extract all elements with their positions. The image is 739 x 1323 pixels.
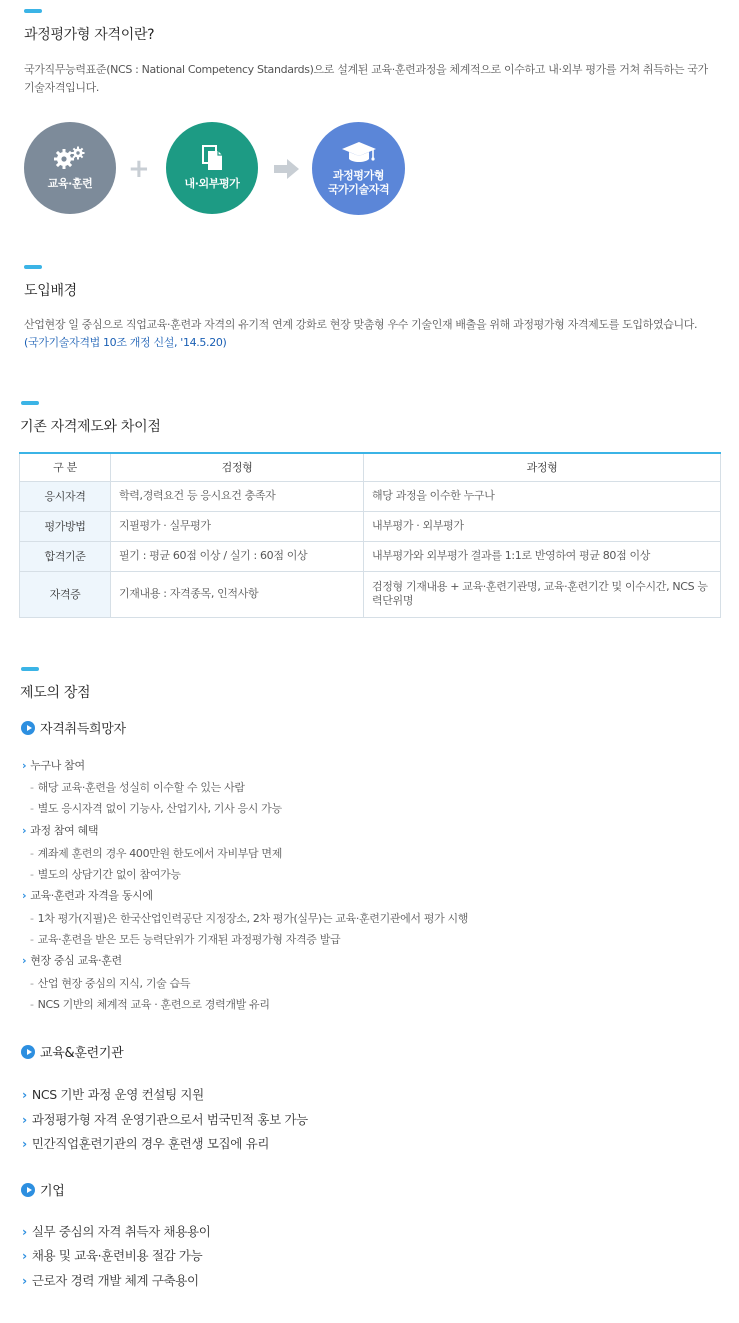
dash-icon: - xyxy=(30,998,34,1011)
section-accent-bar xyxy=(21,401,39,405)
list-item xyxy=(22,1110,308,1128)
list-subitem-label: 산업 현장 중심의 지식, 기술 습득 xyxy=(37,977,191,990)
section-accent-bar xyxy=(21,667,39,671)
table-header-course-type: 과정형 xyxy=(364,453,721,481)
dash-icon: - xyxy=(30,868,34,881)
comparison-table xyxy=(19,452,721,618)
list-item-label: 민간직업훈련기관의 경우 훈련생 모집에 유리 xyxy=(31,1136,270,1151)
gears-icon xyxy=(53,145,87,171)
list-item xyxy=(22,1271,199,1289)
chevron-right-icon: › xyxy=(22,1273,27,1288)
chevron-right-icon: › xyxy=(22,824,27,837)
table-row xyxy=(20,481,721,511)
background-law-note: (국가기술자격법 10조 개정 신설, '14.5.20) xyxy=(24,336,227,349)
table-row xyxy=(20,571,721,617)
list-subitem-label: 해당 교육·훈련을 성실히 이수할 수 있는 사람 xyxy=(37,781,245,794)
list-subitem-label: 1차 평가(지필)은 한국산업인력공단 지정장소, 2차 평가(실무)는 교육·훈련기관에서 평가 시행 xyxy=(37,912,469,925)
chevron-right-icon: › xyxy=(22,1136,27,1151)
step-certification-circle xyxy=(312,122,405,215)
chevron-right-icon: › xyxy=(22,1087,27,1102)
table-cell: 검정형 기재내용 + 교육·훈련기관명, 교육·훈련기간 및 이수시간, NCS 능력단위명 xyxy=(364,571,721,617)
list-subitem-label: 계좌제 훈련의 경우 400만원 한도에서 자비부담 면제 xyxy=(37,847,282,860)
list-item-label: 과정평가형 자격 운영기관으로서 범국민적 홍보 가능 xyxy=(31,1112,308,1127)
dash-icon: - xyxy=(30,912,34,925)
section-title-advantages: 제도의 장점 xyxy=(20,685,91,701)
list-subitem-label: NCS 기반의 체계적 교육 · 훈련으로 경력개발 유리 xyxy=(37,998,270,1011)
dash-icon: - xyxy=(30,847,34,860)
table-cell: 기재내용 : 자격종목, 인적사항 xyxy=(111,571,364,617)
step-evaluation-circle xyxy=(166,122,258,214)
list-item xyxy=(22,1134,269,1152)
section-title-background: 도입배경 xyxy=(24,283,77,299)
dash-icon: - xyxy=(30,802,34,815)
list-item xyxy=(22,1085,204,1103)
chevron-right-icon: › xyxy=(22,1112,27,1127)
section-title-intro: 과정평가형 자격이란? xyxy=(24,27,155,43)
section-title-differences: 기존 자격제도와 차이점 xyxy=(20,419,161,435)
table-cell: 내부평가 · 외부평가 xyxy=(364,511,721,541)
step-certification-label-1: 과정평가형 xyxy=(332,168,385,182)
list-item xyxy=(22,1246,202,1264)
subheading-training-institutions xyxy=(21,1042,123,1061)
play-circle-icon xyxy=(21,1183,35,1197)
subheading-companies xyxy=(21,1180,65,1199)
list-item xyxy=(22,952,122,968)
list-subitem-label: 별도의 상담기간 없이 참여가능 xyxy=(37,868,181,881)
list-subitem xyxy=(30,800,282,816)
list-subitem xyxy=(30,931,340,947)
list-subitem xyxy=(30,910,468,926)
subheading-label: 교육&훈련기관 xyxy=(40,1046,124,1061)
documents-icon xyxy=(201,145,223,171)
list-item-label: 실무 중심의 자격 취득자 채용용이 xyxy=(31,1224,211,1239)
list-item-label: 과정 참여 혜택 xyxy=(30,824,99,837)
subheading-applicants xyxy=(21,718,126,737)
list-subitem xyxy=(30,996,270,1012)
step-certification-label-2: 국가기술자격 xyxy=(327,182,390,196)
step-evaluation-label: 내·외부평가 xyxy=(184,177,240,190)
list-item-label: 교육·훈련과 자격을 동시에 xyxy=(30,889,153,902)
plus-sign: + xyxy=(128,154,150,184)
step-education-circle xyxy=(24,122,116,214)
list-subitem xyxy=(30,975,190,991)
play-circle-icon xyxy=(21,1045,35,1059)
table-row xyxy=(20,511,721,541)
section-accent-bar xyxy=(24,9,42,13)
table-cell: 해당 과정을 이수한 누구나 xyxy=(364,481,721,511)
list-item-label: 채용 및 교육·훈련비용 절감 가능 xyxy=(31,1248,203,1263)
chevron-right-icon: › xyxy=(22,889,27,902)
row-label: 평가방법 xyxy=(20,511,111,541)
play-circle-icon xyxy=(21,721,35,735)
row-label: 응시자격 xyxy=(20,481,111,511)
table-header-category: 구 분 xyxy=(20,453,111,481)
list-item xyxy=(22,1222,210,1240)
table-cell: 학력,경력요건 등 응시요건 충족자 xyxy=(111,481,364,511)
subheading-label: 기업 xyxy=(40,1184,65,1199)
list-item-label: 누구나 참여 xyxy=(30,759,85,772)
chevron-right-icon: › xyxy=(22,759,27,772)
dash-icon: - xyxy=(30,977,34,990)
list-subitem xyxy=(30,866,181,882)
chevron-right-icon: › xyxy=(22,1248,27,1263)
list-item-label: NCS 기반 과정 운영 컨설팅 지원 xyxy=(31,1087,204,1102)
step-education-label: 교육·훈련 xyxy=(47,177,93,190)
chevron-right-icon: › xyxy=(22,954,27,967)
row-label: 합격기준 xyxy=(20,541,111,571)
table-cell: 필기 : 평균 60점 이상 / 실기 : 60점 이상 xyxy=(111,541,364,571)
intro-description: 국가직무능력표준(NCS : National Competency Standards)으로 설계된 교육·훈련과정을 체계적으로 이수하고 내·외부 평가를 거쳐 취득하는 국가기술자격입니다. xyxy=(24,63,708,94)
list-item-label: 근로자 경력 개발 체계 구축용이 xyxy=(31,1273,199,1288)
dash-icon: - xyxy=(30,933,34,946)
table-cell: 내부평가와 외부평가 결과를 1:1로 반영하여 평균 80점 이상 xyxy=(364,541,721,571)
chevron-right-icon: › xyxy=(22,1224,27,1239)
subheading-label: 자격취득희망자 xyxy=(40,722,126,737)
background-description: 산업현장 일 중심으로 직업교육·훈련과 자격의 유기적 연계 강화로 현장 맞춤형 우수 기술인재 배출을 위해 과정평가형 자격제도를 도입하였습니다. xyxy=(24,318,698,331)
list-subitem-label: 교육·훈련을 받은 모든 능력단위가 기재된 과정평가형 자격증 발급 xyxy=(37,933,341,946)
list-item-label: 현장 중심 교육·훈련 xyxy=(30,954,122,967)
list-item xyxy=(22,757,85,773)
table-header-exam-type: 검정형 xyxy=(111,453,364,481)
list-subitem xyxy=(30,779,245,795)
list-item xyxy=(22,822,98,838)
graduation-cap-icon xyxy=(341,141,377,165)
row-label: 자격증 xyxy=(20,571,111,617)
table-header-row xyxy=(20,453,721,481)
dash-icon: - xyxy=(30,781,34,794)
list-subitem xyxy=(30,845,282,861)
section-accent-bar xyxy=(24,265,42,269)
arrow-right-icon xyxy=(274,158,300,180)
list-item xyxy=(22,887,153,903)
table-row xyxy=(20,541,721,571)
table-cell: 지필평가 · 실무평가 xyxy=(111,511,364,541)
list-subitem-label: 별도 응시자격 없이 기능사, 산업기사, 기사 응시 가능 xyxy=(37,802,282,815)
